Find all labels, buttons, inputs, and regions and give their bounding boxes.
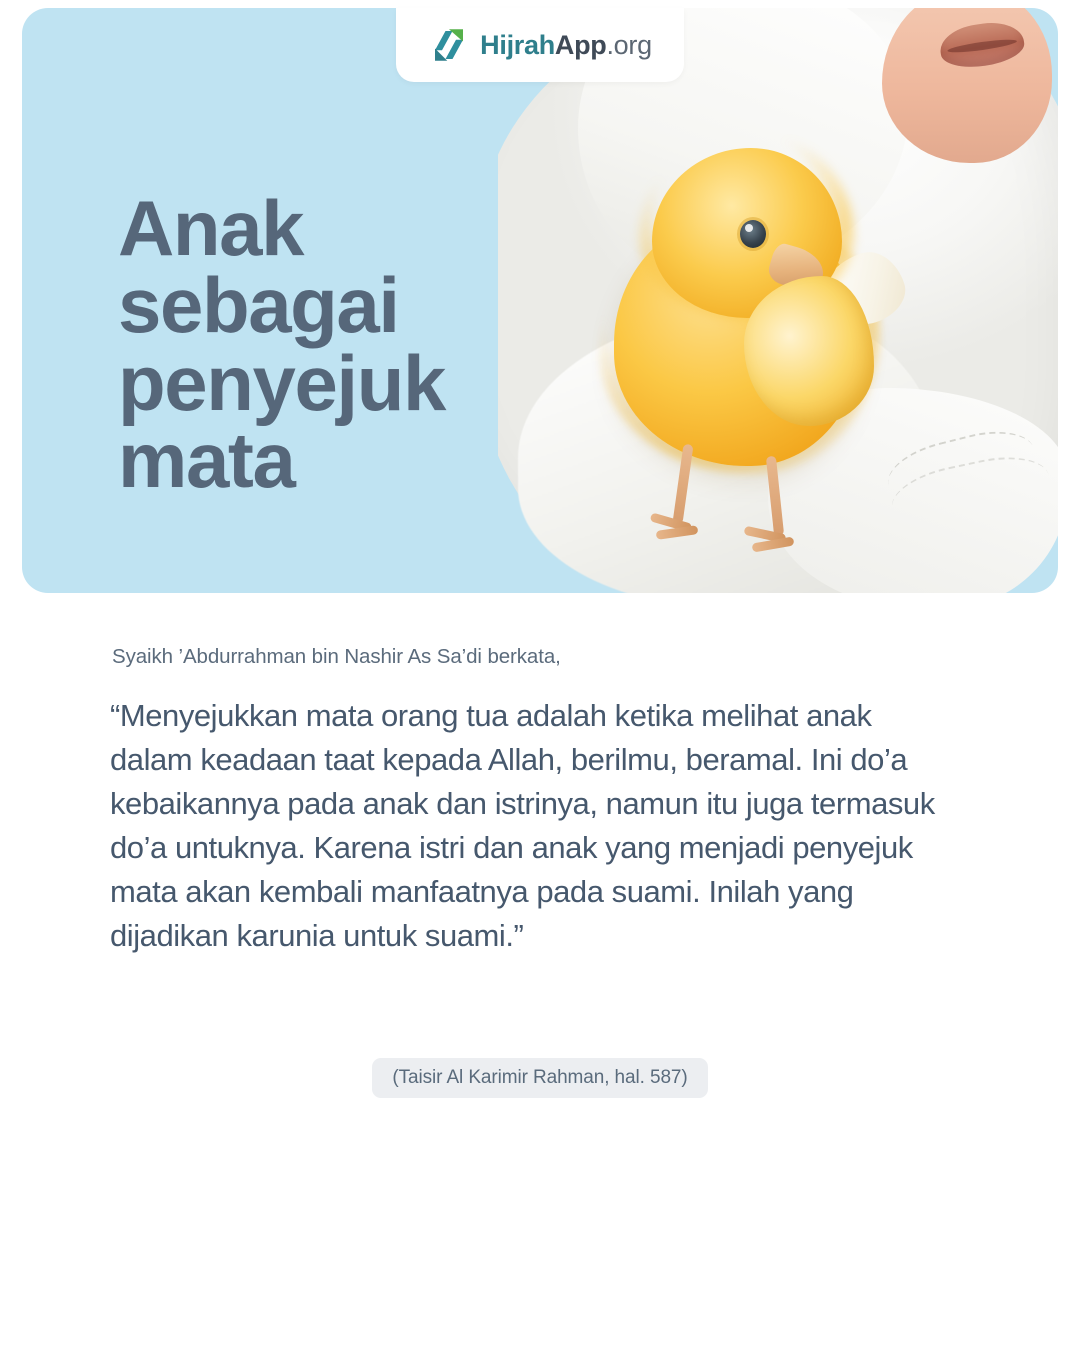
source-row — [0, 1058, 1080, 1098]
hijrahapp-logo-icon — [428, 24, 470, 66]
quote-attribution: Syaikh ’Abdurrahman bin Nashir As Sa’di berkata, — [112, 645, 561, 668]
brand-name-part2: App — [554, 29, 607, 60]
chick-eye — [740, 220, 766, 248]
lips-shape — [937, 18, 1026, 71]
chick-illustration — [594, 126, 914, 526]
brand-logo-badge[interactable] — [396, 8, 684, 82]
brand-name-part1: Hijrah — [480, 29, 555, 60]
source-badge: (Taisir Al Karimir Rahman, hal. 587) — [372, 1058, 707, 1098]
brand-name-part3: .org — [606, 29, 652, 60]
quote-text: “Menyejukkan mata orang tua adalah ketika melihat anak dalam keadaan taat kepada Allah, berilmu, beramal. Ini do’a kebaikannya pada anak dan istrinya, namun itu juga termasuk do’a untuknya. Karena istri dan anak yang menjadi penyejuk mata akan kembali manfaatnya pada suami. Inilah yang dijadikan karunia untuk suami.” — [110, 698, 935, 954]
chick-wing — [744, 276, 874, 426]
hero-banner — [22, 8, 1058, 593]
brand-name — [480, 30, 652, 61]
page-title: Anak sebagai penyejuk mata — [118, 184, 445, 504]
